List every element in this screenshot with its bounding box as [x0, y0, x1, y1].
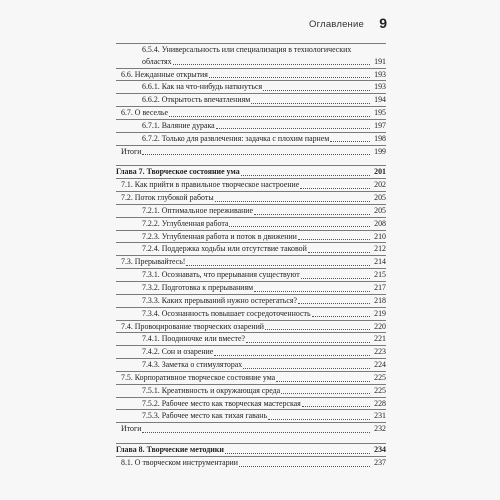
toc-page-number: 231 [374, 411, 386, 421]
toc-entry[interactable] [116, 372, 386, 384]
toc-entry-title: 6.7.1. Валяние дурака [142, 120, 215, 130]
toc-page-number: 198 [374, 133, 386, 143]
toc-page-number: 225 [374, 385, 386, 395]
dot-leader [312, 316, 370, 317]
toc-entry-title: 6.6.1. Как на что-нибудь наткнуться [142, 82, 263, 92]
toc-page-number: 237 [374, 457, 386, 467]
dot-leader [251, 103, 370, 104]
toc-page-number: 208 [374, 218, 386, 228]
toc-entry-title: 7.3.3. Каких прерываний нужно остерегаться? [142, 295, 297, 305]
toc-page-number: 205 [374, 205, 386, 215]
toc-entry-title: Глава 8. Творческие методики [116, 445, 224, 455]
toc-entry[interactable] [116, 321, 386, 333]
toc-page-number: 215 [374, 270, 386, 280]
toc-chapter[interactable] [116, 166, 386, 178]
toc-entry[interactable] [116, 359, 386, 371]
dot-leader [254, 291, 370, 292]
toc-entry[interactable] [116, 218, 386, 230]
toc-entry[interactable] [116, 81, 386, 93]
toc-page-number: 191 [374, 56, 386, 66]
page-number: 9 [379, 15, 387, 31]
dot-leader [241, 175, 370, 176]
toc-entry[interactable] [116, 282, 386, 294]
dot-leader [142, 154, 370, 155]
dot-leader [209, 77, 370, 78]
toc-entry-title: 7.2. Поток глубокой работы [121, 193, 214, 203]
toc-entry-title: 7.5.3. Рабочее место как тихая гавань [142, 411, 268, 421]
toc-entry-title: 6.6.2. Открытость впечатлениям [142, 95, 251, 105]
dot-leader [330, 141, 370, 142]
toc-entry-title: 6.7.2. Только для развлечения: задачка с плохим парнем [142, 133, 330, 143]
toc-page-number: 199 [374, 146, 386, 156]
toc-entry[interactable] [116, 333, 386, 345]
toc-entry[interactable] [116, 398, 386, 410]
dot-leader [215, 201, 370, 202]
toc-entry-title: 7.2.3. Углубленная работа и поток в движении [142, 231, 297, 241]
toc-page-number: 221 [374, 334, 386, 344]
dot-leader [214, 355, 370, 356]
toc-entry[interactable] [116, 107, 386, 119]
dot-leader [300, 188, 370, 189]
dot-leader [302, 406, 370, 407]
toc-page-number: 202 [374, 180, 386, 190]
toc-entry[interactable] [116, 94, 386, 106]
dot-leader [243, 368, 370, 369]
dot-leader [254, 214, 370, 215]
dot-leader [265, 329, 370, 330]
dot-leader [169, 116, 370, 117]
toc-entry-title: 7.3.2. Подготовка к прерываниям [142, 283, 254, 292]
toc-chapter[interactable] [116, 444, 386, 456]
toc-entry-title: 7.4.1. Поодиночке или вместе? [142, 334, 245, 344]
toc-entry[interactable] [116, 269, 386, 281]
toc-page-number: 193 [374, 69, 386, 79]
toc-page-number: 224 [374, 360, 386, 370]
toc-page-number: 219 [374, 308, 386, 318]
dot-leader [239, 466, 370, 467]
toc-page-number: 195 [374, 108, 386, 118]
toc-entry[interactable] [116, 192, 386, 204]
toc-page-number: 217 [374, 283, 386, 292]
toc-page-number: 223 [374, 347, 386, 357]
toc-entry[interactable] [116, 308, 386, 320]
toc-entry-title: 7.5.1. Креативность и окружающая среда [142, 385, 281, 395]
toc-page-number: 212 [374, 244, 386, 254]
toc-entry-title: 7.3.1. Осознавать, что прерывания существуют [142, 270, 300, 280]
toc-page-number: 232 [374, 424, 386, 434]
dot-leader [263, 90, 370, 91]
toc-entry[interactable] [116, 44, 386, 68]
dot-leader [298, 303, 370, 304]
table-of-contents [116, 43, 386, 469]
toc-entry[interactable] [116, 457, 386, 469]
toc-page-number: 210 [374, 231, 386, 241]
dot-leader [216, 128, 370, 129]
toc-page-number: 218 [374, 295, 386, 305]
running-header [0, 15, 500, 35]
toc-entry[interactable] [116, 146, 386, 158]
dot-leader [268, 419, 370, 420]
toc-entry-title: 7.2.1. Оптимальное переживание [142, 205, 254, 215]
dot-leader [276, 381, 370, 382]
toc-entry-title: 8.1. О творческом инструментарии [121, 457, 238, 467]
dot-leader [229, 226, 370, 227]
toc-page-number: 197 [374, 120, 386, 130]
toc-entry-title: 7.5. Корпоративное творческое состояние ума [121, 372, 276, 382]
toc-page-number: 193 [374, 82, 386, 92]
toc-page-number: 234 [374, 445, 386, 455]
toc-entry-title: Итоги [121, 146, 142, 156]
toc-entry-title: 7.5.2. Рабочее место как творческая мастерская [142, 398, 301, 408]
toc-page-number: 194 [374, 95, 386, 105]
toc-entry-title: 7.4.3. Заметка о стимуляторах [142, 360, 243, 370]
dot-leader [298, 239, 370, 240]
dot-leader [281, 393, 370, 394]
toc-entry-title: 6.5.4. Универсальность или специализация в технологических областях [142, 45, 352, 66]
toc-entry[interactable] [116, 410, 386, 422]
dot-leader [142, 432, 370, 433]
dot-leader [308, 252, 370, 253]
toc-entry-title: 7.3. Прерывайтесь! [121, 257, 186, 267]
toc-page-number: 220 [374, 321, 386, 331]
toc-entry-title: Итоги [121, 424, 142, 434]
toc-page-number: 201 [374, 167, 386, 177]
running-header-title: Оглавление [309, 19, 364, 30]
toc-entry-title: Глава 7. Творческое состояние ума [116, 167, 240, 177]
toc-entry-title: 6.6. Нежданные открытия [121, 69, 208, 79]
toc-entry[interactable] [116, 120, 386, 132]
toc-entry[interactable] [116, 295, 386, 307]
dot-leader [225, 453, 370, 454]
toc-entry-title: 7.2.4. Поддержка ходьбы или отсутствие таковой [142, 244, 307, 254]
toc-page-number: 214 [374, 257, 386, 267]
toc-entry[interactable] [116, 423, 386, 435]
toc-entry[interactable] [116, 385, 386, 397]
toc-page-number: 228 [374, 398, 386, 408]
dot-leader [301, 278, 370, 279]
toc-entry-title: 6.7. О веселье [121, 108, 168, 118]
toc-entry[interactable] [116, 205, 386, 217]
toc-entry[interactable] [116, 231, 386, 243]
toc-entry[interactable] [116, 69, 386, 81]
toc-entry-title: 7.1. Как прийти в правильное творческое настроение [121, 180, 300, 190]
toc-entry-title: 7.4. Провоцирование творческих озарений [121, 321, 265, 331]
toc-entry[interactable] [116, 133, 386, 145]
toc-entry-title: 7.4.2. Сон и озарение [142, 347, 214, 357]
toc-entry-title: 7.3.4. Осознанность повышает сосредоточенность [142, 308, 311, 318]
dot-leader [186, 265, 370, 266]
toc-entry[interactable] [116, 256, 386, 268]
toc-entry[interactable] [116, 243, 386, 255]
toc-entry-title: 7.2.2. Углубленная работа [142, 218, 229, 228]
toc-entry[interactable] [116, 179, 386, 191]
toc-entry[interactable] [116, 346, 386, 358]
toc-page-number: 205 [374, 193, 386, 203]
toc-page-number: 225 [374, 372, 386, 382]
dot-leader [246, 342, 370, 343]
dot-leader [173, 64, 370, 65]
